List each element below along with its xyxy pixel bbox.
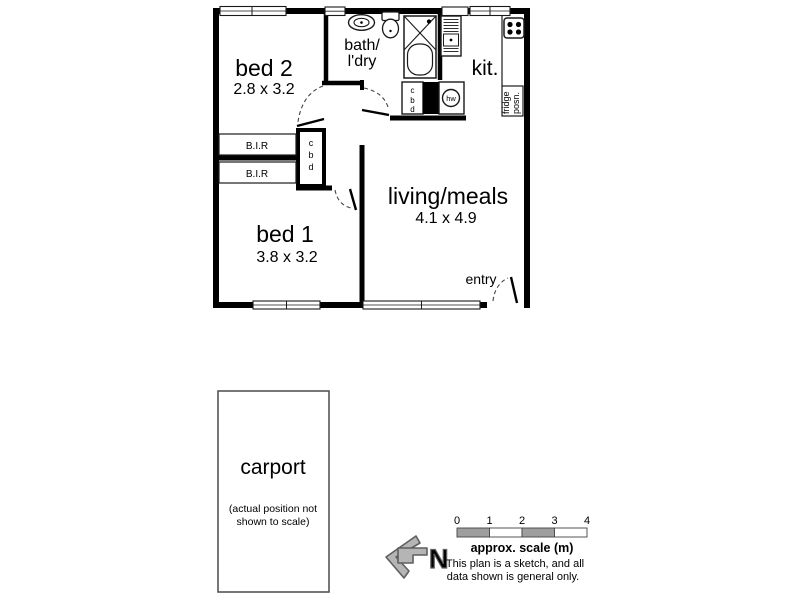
hw-label: hw — [446, 94, 456, 103]
bed1-door-arc — [335, 190, 351, 208]
disclaimer-line-1: This plan is a sketch, and all — [445, 558, 585, 570]
scale-seg-2 — [490, 528, 523, 537]
scale-tick: 1 — [486, 515, 493, 527]
north-arrow-icon — [386, 536, 449, 578]
bir-label-1: B.I.R — [245, 141, 269, 152]
window-kit-top — [442, 7, 510, 16]
carport-note-2: shown to scale) — [236, 516, 310, 528]
carport-title: carport — [240, 456, 306, 479]
bath-label-1: bath/ — [344, 37, 380, 54]
entry-door-leaf — [511, 277, 517, 303]
window-bed2-top — [220, 7, 286, 16]
bed1-door-leaf — [350, 189, 356, 210]
bath-cbd-letter: d — [410, 105, 415, 114]
disclaimer-line-2: data shown is general only. — [446, 571, 580, 583]
scale-tick: 4 — [583, 515, 591, 527]
window-bed1-bottom — [253, 301, 320, 309]
carport-note-1: (actual position not — [228, 503, 318, 515]
scale-tick: 3 — [551, 515, 558, 527]
living-dims: 4.1 x 4.9 — [415, 210, 477, 227]
north-arrow-tail — [398, 548, 427, 563]
bath-cbd-letter: c — [410, 86, 415, 95]
entry-opening — [487, 301, 524, 311]
bed2-door-arc — [298, 86, 323, 122]
scale-tick: 0 — [453, 515, 461, 527]
bed1-label: bed 1 — [256, 221, 314, 247]
bath-label-2: l'dry — [347, 53, 377, 70]
hall-cbd-letter: d — [308, 162, 314, 172]
kit-label: kit. — [471, 57, 499, 80]
window-living-bottom — [363, 301, 480, 309]
scale-caption: approx. scale (m) — [470, 541, 574, 555]
bir-label-2: B.I.R — [245, 169, 269, 180]
apartment-plan — [216, 7, 527, 311]
bath-door-arc — [364, 88, 388, 107]
laundry-sink-icon — [441, 16, 461, 56]
carport-block — [218, 391, 329, 592]
bed2-dims: 2.8 x 3.2 — [233, 81, 295, 98]
bathtub-icon — [404, 16, 436, 78]
cooktop-burner — [516, 29, 521, 34]
hall-cbd-letter: c — [308, 138, 314, 148]
scale-bar — [454, 515, 590, 537]
bath-door-leaf — [362, 110, 389, 115]
bed2-door-leaf — [297, 119, 324, 126]
legend-block — [386, 515, 590, 583]
toilet-icon — [382, 12, 399, 38]
fridge-label-1: fridge — [501, 91, 511, 114]
living-label: living/meals — [387, 183, 509, 209]
scale-seg-3 — [522, 528, 555, 537]
scale-seg-1 — [457, 528, 490, 537]
fridge-label-2: posn. — [511, 91, 521, 114]
bath-cbd-letter: b — [410, 96, 415, 105]
hall-cbd-letter: b — [308, 150, 314, 160]
carport-outline — [218, 391, 329, 592]
entry-label: entry — [465, 271, 497, 287]
scale-seg-4 — [555, 528, 588, 537]
solid-wall-block — [423, 82, 439, 114]
bed1-dims: 3.8 x 3.2 — [256, 249, 318, 266]
cooktop-burner — [507, 22, 512, 27]
scale-tick: 2 — [518, 515, 526, 527]
window-bath-top — [325, 7, 345, 16]
basin-icon — [349, 15, 375, 31]
cooktop-burner — [516, 22, 521, 27]
cooktop-burner — [507, 29, 512, 34]
bed2-label: bed 2 — [235, 55, 293, 81]
north-letter: N — [429, 544, 449, 574]
cooktop-icon — [504, 18, 524, 38]
